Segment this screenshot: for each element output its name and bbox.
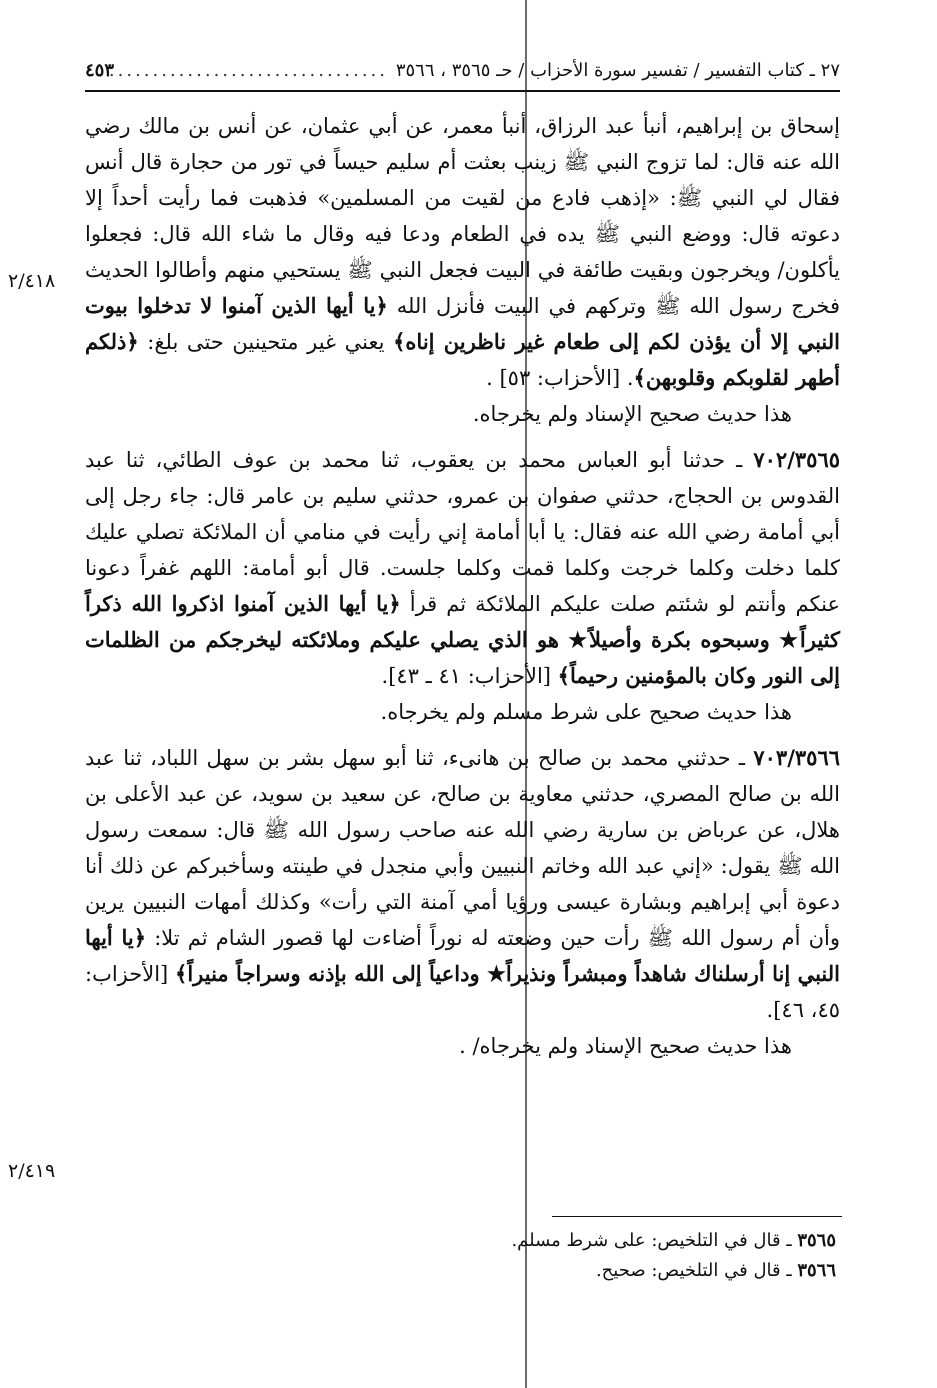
quran-verse: ﴿يا أيها الذين آمنوا اذكروا الله ذكراً كثيراً★ وسبحوه بكرة وأصيلاً★ هو الذي يصلي عليكم وملائكته ليخرجكم من الظلمات إلى النور وكان بالمؤمنين رحيماً﴾ — [85, 591, 840, 688]
hadith-number: ٧٠٣/٣٥٦٦ — [753, 745, 840, 770]
hadith-grading: هذا حديث صحيح الإسناد ولم يخرجاه. — [472, 402, 792, 426]
leader-dots: ................................ — [108, 60, 388, 81]
quran-verse: ﴿يا أيها الذين آمنوا لا تدخلوا بيوت النبي إلا أن يؤذن لكم إلى طعام غير ناظرين إناه﴾ — [85, 293, 840, 354]
main-text — [85, 108, 840, 1064]
footnotes — [85, 1226, 840, 1286]
footnote-rule — [552, 1216, 842, 1217]
footnote: ٣٥٦٥ ـ قال في التلخيص: على شرط مسلم. — [511, 1230, 836, 1251]
running-header — [85, 54, 840, 88]
footnote: ٣٥٦٦ ـ قال في التلخيص: صحيح. — [595, 1260, 836, 1281]
quran-verse: ﴿يا أيها النبي إنا أرسلناك شاهداً ومبشراً ونذيراً★ وداعياً إلى الله بإذنه وسراجاً منيراً﴾ — [85, 925, 840, 986]
hadith-grading: هذا حديث صحيح الإسناد ولم يخرجاه/ . — [459, 1034, 792, 1058]
hadith-3564-continuation: إسحاق بن إبراهيم، أنبأ عبد الرزاق، أنبأ معمر، عن أبي عثمان، عن أنس بن مالك رضي الله عنه قال: لما تزوج النبي ﷺ زينب بعثت أم سليم حيساً في تور من حجارة قال أنس فقال لي النبي ﷺ: «إذهب فادع من لقيت من المسلمين» فذهبت فما رأيت أحداً إلا دعوته قال: ووضع النبي ﷺ يده في الطعام ودعا فيه وقال ما شاء الله قال: فجعلوا يأكلون/ ويخرجون وبقيت طائفة في البيت فجعل النبي ﷺ يستحيي منهم وأطالوا الحديث فخرج رسول الله ﷺ وتركهم في البيت فأنزل الله ﴿يا أيها الذين آمنوا لا تدخلوا بيوت النبي إلا أن يؤذن لكم إلى طعام غير ناظرين إناه﴾ يعني غير متحينين حتى بلغ: ﴿ذلكم أطهر لقلوبكم وقلوبهن﴾. [الأحزاب: ٥٣] . — [85, 114, 840, 390]
page-number: ٤٥٣ — [85, 60, 115, 81]
hadith-3565: ٧٠٢/٣٥٦٥ ـ حدثنا أبو العباس محمد بن يعقوب، ثنا محمد بن عوف الطائي، ثنا عبد القدوس بن الحجاج، حدثني صفوان بن عمرو، حدثني سليم بن عامر قال: جاء رجل إلى أبي أمامة رضي الله عنه فقال: يا أبا أمامة إني رأيت في منامي أن الملائكة تصلي عليك كلما دخلت وكلما خرجت وكلما قمت وكلما جلست. قال أبو أمامة: اللهم غفراً دعونا عنكم وأنتم لو شئتم صلت عليكم الملائكة ثم قرأ ﴿يا أيها الذين آمنوا اذكروا الله ذكراً كثيراً★ وسبحوه بكرة وأصيلاً★ هو الذي يصلي عليكم وملائكته ليخرجكم من الظلمات إلى النور وكان بالمؤمنين رحيماً﴾ [الأحزاب: ٤١ ـ ٤٣]. — [85, 447, 840, 688]
margin-ref-2-418: ٢/٤١٨ — [8, 270, 56, 292]
running-title: ٢٧ ـ كتاب التفسير / تفسير سورة الأحزاب / حـ ٣٥٦٥ ، ٣٥٦٦ — [395, 60, 840, 81]
header-rule — [85, 90, 840, 92]
margin-ref-2-419: ٢/٤١٩ — [8, 1160, 56, 1182]
hadith-number: ٧٠٢/٣٥٦٥ — [753, 447, 840, 472]
quran-verse: ﴿ذلكم أطهر لقلوبكم وقلوبهن﴾ — [85, 329, 840, 390]
hadith-3566: ٧٠٣/٣٥٦٦ ـ حدثني محمد بن صالح بن هانىء، ثنا أبو سهل بشر بن سهل اللباد، ثنا عبد الله بن صالح المصري، حدثني معاوية بن صالح، عن سعيد بن سويد، عن عبد الأعلى بن هلال، عن عرباض بن سارية رضي الله عنه صاحب رسول الله ﷺ قال: سمعت رسول الله ﷺ يقول: «إني عبد الله وخاتم النبيين وأبي منجدل في طينته وسأخبركم عن ذلك أنا دعوة أبي إبراهيم وبشارة عيسى ورؤيا أمي آمنة التي رأت» وكذلك أمهات النبيين يرين وأن أم رسول الله ﷺ رأت حين وضعته له نوراً أضاءت لها قصور الشام ثم تلا: ﴿يا أيها النبي إنا أرسلناك شاهداً ومبشراً ونذيراً★ وداعياً إلى الله بإذنه وسراجاً منيراً﴾ [الأحزاب: ٤٥، ٤٦]. — [85, 745, 840, 1022]
hadith-grading: هذا حديث صحيح على شرط مسلم ولم يخرجاه. — [380, 700, 792, 724]
